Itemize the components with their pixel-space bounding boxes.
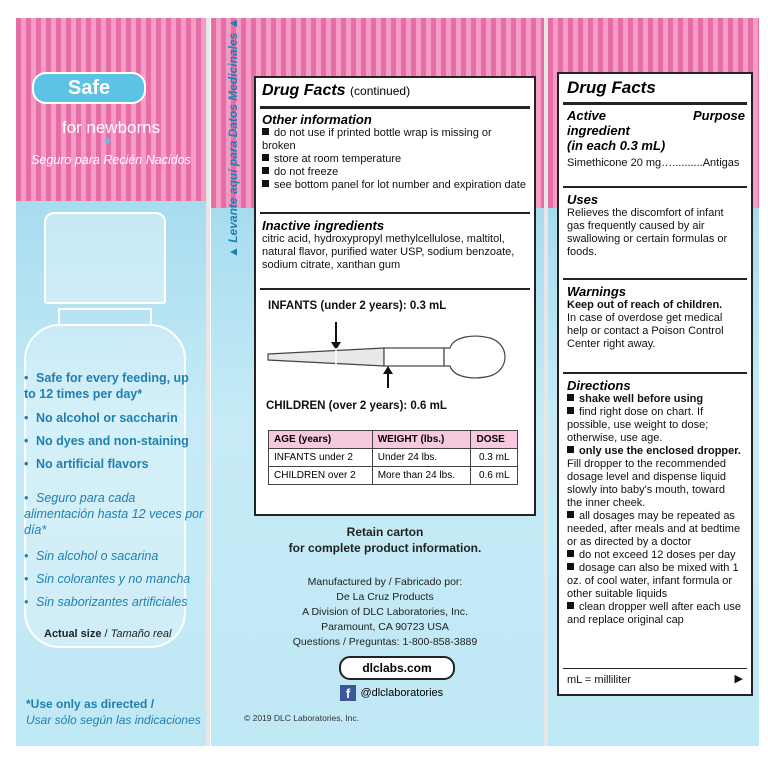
inactive-ingredients-title: Inactive ingredients xyxy=(262,218,385,233)
table-header: WEIGHT (lbs.) xyxy=(372,431,471,449)
ingredient-line: Simethicone 20 mg…..........Antigas xyxy=(567,157,740,169)
uses-text: Relieves the discomfort of infant gas frequently caused by air swallowing or certain formulas or foods. xyxy=(567,207,728,258)
bullet-no-flavors: • No artificial flavors xyxy=(24,457,149,471)
direction-item: all dosages may be repeated as needed, after meals and at bedtime or as directed by a doctor xyxy=(567,510,741,548)
carton-fold xyxy=(544,18,548,746)
section-rule xyxy=(563,186,747,188)
section-rule xyxy=(260,288,530,290)
table-cell: 0.3 mL xyxy=(471,449,518,467)
copyright: © 2019 DLC Laboratories, Inc. xyxy=(244,713,359,723)
each-amount-label: (in each 0.3 mL) xyxy=(567,138,666,153)
inactive-ingredients-section xyxy=(262,218,528,272)
bottle-neck xyxy=(58,308,152,324)
title-rule xyxy=(563,102,747,105)
table-header-row xyxy=(269,431,518,449)
social-handle[interactable] xyxy=(340,684,443,702)
other-item: see bottom panel for lot number and expiration date xyxy=(262,179,528,192)
badge-subtitle: for newborns xyxy=(61,118,161,137)
table-header: DOSE xyxy=(471,431,518,449)
retain-carton-text xyxy=(230,524,540,556)
uses-title: Uses xyxy=(567,192,599,207)
direction-item: do not exceed 12 doses per day xyxy=(567,549,743,562)
section-rule xyxy=(563,278,747,280)
table-row xyxy=(269,467,518,485)
continue-arrow-icon: ▶ xyxy=(734,673,743,685)
title-rule xyxy=(260,106,530,109)
drug-facts-continued-box xyxy=(254,76,536,516)
warnings-text: In case of overdose get medical help or contact a Poison Control Center right away. xyxy=(567,312,724,350)
bullet-es-alcohol: • Sin alcohol o sacarina xyxy=(24,549,159,563)
table-cell: CHILDREN over 2 xyxy=(269,467,373,485)
ml-note: mL = milliliter xyxy=(567,674,632,686)
manufacturer-info xyxy=(230,575,540,650)
mfg-line: Manufactured by / Fabricado por: xyxy=(307,576,463,588)
section-rule xyxy=(563,668,747,669)
uses-section xyxy=(567,192,743,259)
other-item: do not freeze xyxy=(262,166,528,179)
bottle-cap xyxy=(44,212,166,304)
warnings-section xyxy=(567,284,743,351)
inactive-ingredients-text: citric acid, hydroxypropyl methylcellulose, maltitol, natural flavor, purified water USP, sodium benzoate, sodium citrate, xanthan gum xyxy=(262,233,515,271)
bullet-no-dyes: • No dyes and non-staining xyxy=(24,434,189,448)
table-row xyxy=(269,449,518,467)
heart-icon: ♥ xyxy=(104,134,112,148)
section-rule xyxy=(563,372,747,374)
badge-spanish: Seguro para Recién Nacidos xyxy=(31,153,191,167)
infants-dose-label: INFANTS (under 2 years): 0.3 mL xyxy=(268,300,447,312)
peel-here-vertical-text[interactable]: ▲ Levante aquí para Datos Medicinales ▲ xyxy=(226,17,240,258)
dropper-illustration xyxy=(264,318,528,388)
bullet-es-saborizantes: • Sin saborizantes artificiales xyxy=(24,595,188,609)
safe-badge: Safe xyxy=(32,72,146,104)
other-item: do not use if printed bottle wrap is missing or broken xyxy=(262,127,492,152)
warnings-bold: Keep out of reach of children. xyxy=(567,299,723,311)
warnings-title: Warnings xyxy=(567,284,626,299)
other-item: store at room temperature xyxy=(262,153,528,166)
direction-item: find right dose on chart. If possible, use weight to dose; otherwise, use age. xyxy=(567,406,709,444)
use-as-directed-note-es: Usar sólo según las indicaciones xyxy=(26,713,201,727)
other-information-title: Other information xyxy=(262,112,372,127)
children-dose-label: CHILDREN (over 2 years): 0.6 mL xyxy=(266,400,447,412)
mfg-line: De La Cruz Products xyxy=(336,591,434,603)
dosing-table xyxy=(268,430,518,485)
direction-item: dosage can also be mixed with 1 oz. of cool water, infant formula or other suitable liquids xyxy=(567,562,739,600)
facebook-icon: f xyxy=(340,685,356,701)
direction-item: shake well before using xyxy=(567,393,743,406)
direction-item: clean dropper well after each use and replace original cap xyxy=(567,601,742,626)
other-information-section xyxy=(262,112,528,192)
actual-size-label: Actual size / Tamaño real xyxy=(44,628,172,640)
drug-facts-continued-title: Drug Facts (continued) xyxy=(262,82,411,99)
mfg-line: Paramount, CA 90723 USA xyxy=(321,621,449,633)
retain-line: for complete product information. xyxy=(288,541,482,555)
directions-title: Directions xyxy=(567,378,631,393)
table-cell: More than 24 lbs. xyxy=(372,467,471,485)
directions-section xyxy=(567,378,743,627)
drug-facts-title: Drug Facts xyxy=(567,78,656,97)
mfg-line: A Division of DLC Laboratories, Inc. xyxy=(302,606,468,618)
purpose-label: Purpose xyxy=(692,108,745,123)
retain-line: Retain carton xyxy=(346,525,424,539)
section-rule xyxy=(260,212,530,214)
use-as-directed-note: *Use only as directed / xyxy=(26,697,155,711)
bullet-no-alcohol: • No alcohol or saccharin xyxy=(24,411,178,425)
website-link[interactable]: dlclabs.com xyxy=(339,656,455,680)
bullet-es-colorantes: • Sin colorantes y no mancha xyxy=(24,572,191,586)
table-header: AGE (years) xyxy=(269,431,373,449)
mfg-line: Questions / Preguntas: 1-800-858-3889 xyxy=(292,636,478,648)
direction-item: only use the enclosed dropper. Fill dropper to the recommended dosage level and dispense liquid slowly into baby's mouth, toward the inner cheek. xyxy=(567,445,741,509)
ingredient-label: ingredient xyxy=(567,123,630,138)
social-handle-text: @dlclaboratories xyxy=(360,686,444,699)
table-cell: INFANTS under 2 xyxy=(269,449,373,467)
bullet-safe-feeding: • Safe for every feeding, up to 12 times per day* xyxy=(24,371,189,401)
carton-fold xyxy=(206,18,210,746)
table-cell: 0.6 mL xyxy=(471,467,518,485)
drug-facts-box xyxy=(557,72,753,696)
bullet-es-seguro: • Seguro para cada alimentación hasta 12 veces por día* xyxy=(24,491,204,537)
table-cell: Under 24 lbs. xyxy=(372,449,471,467)
active-label: Active xyxy=(567,108,607,123)
